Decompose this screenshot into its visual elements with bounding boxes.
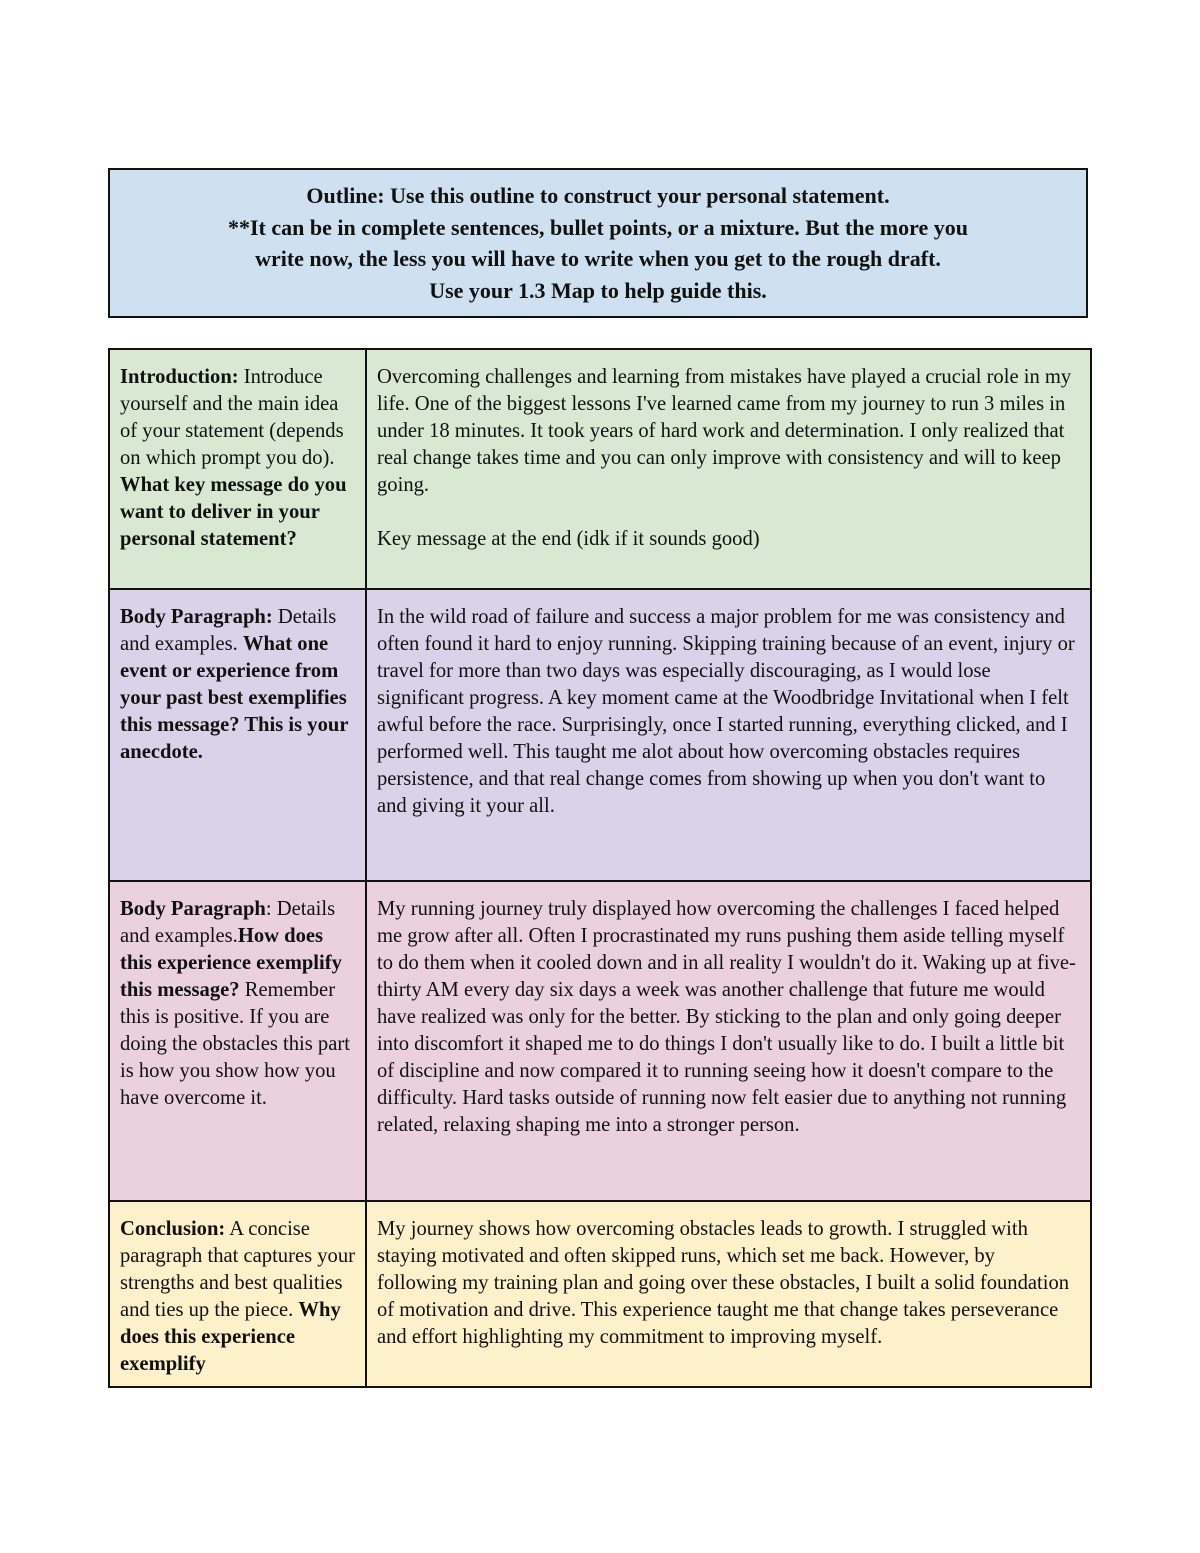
table-row-conclusion [109, 1201, 1091, 1387]
prompt-text: Details and examples. [120, 606, 337, 655]
table-row-introduction [109, 349, 1091, 589]
outline-table [108, 348, 1092, 1388]
prompt-question: What one event or experience from your past best exemplifies this message? This is your anecdote. [120, 633, 349, 763]
response-cell-body-1[interactable] [366, 589, 1091, 881]
prompt-cell-introduction [109, 349, 366, 589]
prompt-cell-conclusion [109, 1201, 366, 1387]
prompt-text: A concise paragraph that captures your strengths and best qualities and ties up the piece. [120, 1218, 356, 1321]
table-row-body-paragraph-2 [109, 881, 1091, 1201]
outline-instructions-box [108, 168, 1088, 318]
prompt-question: Why does this experience exemplify [120, 1299, 341, 1375]
prompt-cell-body-1 [109, 589, 366, 881]
table-row-body-paragraph-1 [109, 589, 1091, 881]
response-paragraph: My running journey truly displayed how overcoming the challenges I faced helped me grow after all. Often I procrastinated my runs pushing them aside telling myself to do them when it cooled down and in all reality I wouldn't do it. Waking up at five-thirty AM every day six days a week was another challenge that future me would have realized was only for the better. By sticking to the plan and only going deeper into discomfort it shaped me to do things I don't usually like to do. I built a little bit of discipline and now compared it to running seeing how it doesn't compare to the difficulty. Hard tasks outside of running now felt easier due to anything not running related, relaxing shaping me into a stronger person. [377, 898, 1076, 1136]
response-note: Key message at the end (idk if it sounds good) [377, 528, 760, 550]
prompt-question: How does this experience exemplify this message? [120, 925, 342, 1001]
prompt-text: Introduce yourself and the main idea of your statement (depends on which prompt you do). [120, 366, 344, 469]
prompt-title: Body Paragraph: [120, 606, 273, 628]
response-paragraph: Overcoming challenges and learning from mistakes have played a crucial role in my life. One of the biggest lessons I've learned came from my journey to run 3 miles in under 18 minutes. It took years of hard work and determination. I only realized that real change takes time and you can only improve with consistency and will to keep going. [377, 366, 1072, 496]
instructions-line-2: **It can be in complete sentences, bullet points, or a mixture. But the more you [227, 214, 969, 240]
prompt-title: Body Paragraph [120, 898, 266, 920]
response-paragraph: My journey shows how overcoming obstacles leads to growth. I struggled with staying motivated and often skipped runs, which set me back. However, by following my training plan and going over these obstacles, I built a solid foundation of motivation and drive. This experience taught me that change takes perseverance and effort highlighting my commitment to improving myself. [377, 1218, 1070, 1348]
instructions-line-1: Outline: Use this outline to construct your personal statement. [306, 183, 890, 208]
response-cell-introduction[interactable] [366, 349, 1091, 589]
prompt-title: Introduction: [120, 366, 239, 388]
response-cell-conclusion[interactable] [366, 1201, 1091, 1387]
prompt-note: Remember this is positive. If you are doing the obstacles this part is how you show how you have overcome it. [120, 979, 350, 1109]
instructions-line-3: write now, the less you will have to write when you get to the rough draft. [255, 246, 941, 271]
instructions-line-4: Use your 1.3 Map to help guide this. [429, 277, 767, 303]
prompt-question: What key message do you want to deliver in your personal statement? [120, 474, 347, 550]
prompt-text: : Details and examples. [120, 898, 336, 947]
response-paragraph: In the wild road of failure and success a major problem for me was consistency and often found it hard to enjoy running. Skipping training because of an event, injury or travel for more than two days was especially discouraging, as I would lose significant progress. A key moment came at the Woodbridge Invitational when I felt awful before the race. Surprisingly, once I started running, everything clicked, and I performed well. This taught me alot about how overcoming obstacles requires persistence, and that real change comes from showing up when you don't want to and giving it your all. [377, 606, 1075, 817]
response-cell-body-2[interactable] [366, 881, 1091, 1201]
prompt-cell-body-2 [109, 881, 366, 1201]
prompt-title: Conclusion: [120, 1218, 226, 1240]
